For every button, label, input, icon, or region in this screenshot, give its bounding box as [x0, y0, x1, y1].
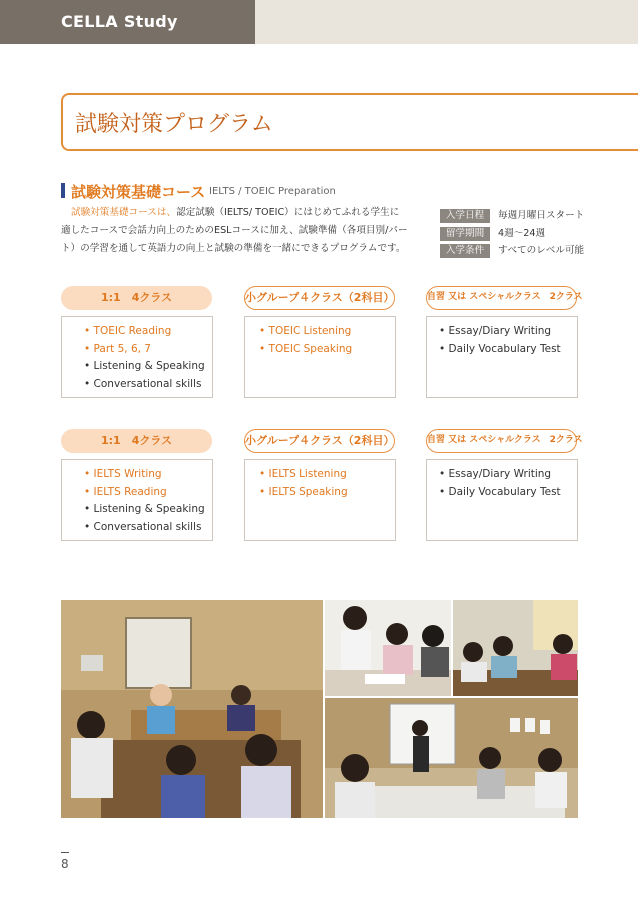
intro-lead: 試験対策基礎コースは、: [71, 207, 177, 218]
list-item: • Daily Vocabulary Test: [439, 485, 561, 498]
page-number: 8: [61, 857, 69, 871]
list-item: • IELTS Reading: [84, 485, 167, 498]
photo-classroom-group: [61, 600, 323, 818]
toeic-group-box: [244, 316, 396, 398]
pill-small-group: 小グループ４クラス（2科目）: [244, 286, 395, 310]
intro-paragraph: [61, 204, 411, 258]
section-title: 試験対策基礎コース: [71, 183, 206, 201]
pill-small-group: 小グループ４クラス（2科目）: [244, 429, 395, 453]
header-title: CELLA Study Options: [61, 12, 178, 75]
page-title-box: [61, 93, 638, 151]
list-item: • TOEIC Speaking: [259, 342, 353, 355]
toeic-self-study-box: [426, 316, 578, 398]
page-title: 試験対策プログラム: [75, 112, 273, 137]
list-item: • Essay/Diary Writing: [439, 468, 552, 480]
intro-line-2: 適したコースで会話力向上のためのESLコースに加え、試験準備（各項目別/パー: [61, 225, 408, 236]
header-band: [255, 0, 638, 44]
pill-self-study: 自習 又は スペシャルクラス 2クラス: [426, 429, 577, 453]
list-item: • TOEIC Reading: [84, 325, 172, 337]
header-banner: [0, 0, 255, 75]
info-value: 毎週月曜日スタート: [498, 210, 585, 221]
ielts-self-study-box: [426, 459, 578, 541]
list-item: • IELTS Speaking: [259, 485, 348, 498]
list-item: • Listening & Speaking: [84, 360, 205, 372]
info-value: すべてのレベル可能: [498, 245, 585, 256]
toeic-one-on-one-box: [61, 316, 213, 398]
list-item: • Essay/Diary Writing: [439, 325, 552, 337]
photo-students-study: [325, 600, 451, 696]
list-item: • IELTS Writing: [84, 468, 162, 480]
info-label: 入学日程: [440, 209, 490, 223]
ielts-one-on-one-box: [61, 459, 213, 541]
list-item: • Part 5, 6, 7: [84, 342, 151, 355]
section-marker: [61, 183, 65, 198]
pill-one-on-one: 1:1 4クラス: [61, 429, 212, 453]
info-label: 留学期間: [440, 227, 490, 241]
section-subtitle: IELTS / TOEIC Preparation: [209, 186, 336, 197]
list-item: • Daily Vocabulary Test: [439, 342, 561, 355]
intro-line-1: 認定試験（IELTS/ TOEIC）にはじめてふれる学生に: [176, 207, 400, 218]
info-value: 4週〜24週: [498, 228, 546, 239]
page-number-mark: [61, 852, 69, 853]
info-label: 入学条件: [440, 244, 490, 258]
ielts-group-box: [244, 459, 396, 541]
intro-line-3: ト）の学習を通して英語力の向上と試験の準備を一緒にできるプログラムです。: [61, 243, 406, 254]
list-item: • Conversational skills: [84, 520, 202, 533]
list-item: • TOEIC Listening: [259, 325, 352, 337]
pill-self-study: 自習 又は スペシャルクラス 2クラス: [426, 286, 577, 310]
pill-one-on-one: 1:1 4クラス: [61, 286, 212, 310]
list-item: • Listening & Speaking: [84, 503, 205, 515]
photo-whiteboard-lesson: [325, 698, 578, 818]
list-item: • Conversational skills: [84, 377, 202, 390]
list-item: • IELTS Listening: [259, 468, 347, 480]
photo-class-table: [453, 600, 578, 696]
